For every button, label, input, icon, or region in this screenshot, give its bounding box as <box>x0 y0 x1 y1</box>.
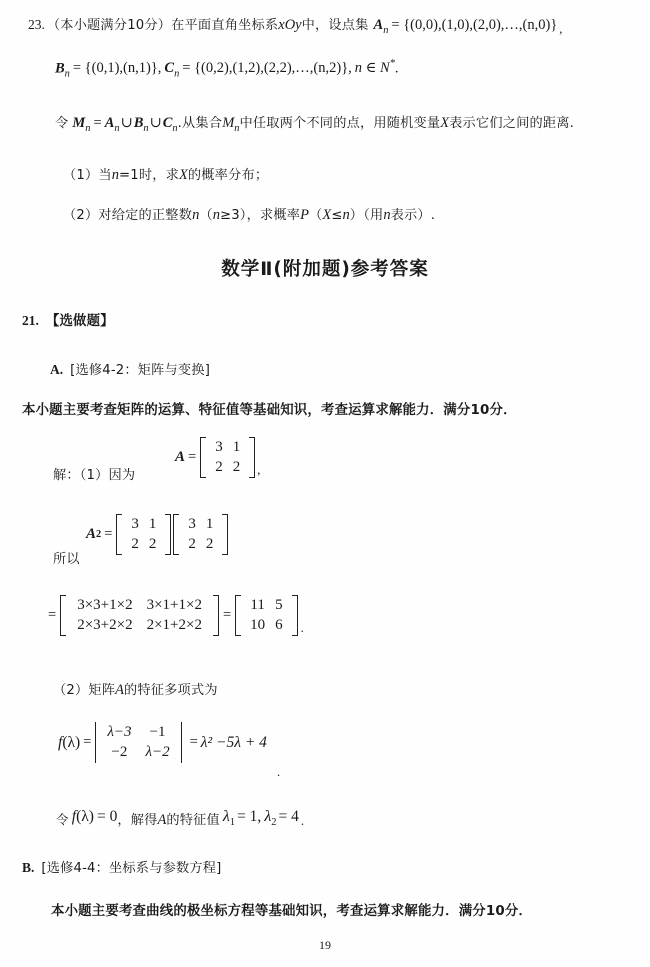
set-B-subscript: n <box>64 68 70 80</box>
problem-23-part-1 <box>63 164 268 184</box>
matrix-expanded-cell-1-0: 2×3+2×2 <box>77 617 133 634</box>
set-A-subscript: n <box>383 25 389 37</box>
matrix-sq-left-cell-1-1: 2 <box>148 536 157 553</box>
part-2-n4: n <box>383 207 391 223</box>
set-M-reference: M <box>222 115 235 131</box>
part-1-n: n <box>111 167 120 183</box>
part-2-end: 表示）. <box>390 208 436 223</box>
union-set-B-subscript: n <box>143 123 149 135</box>
section-b-heading <box>22 857 221 877</box>
result-period: . <box>300 621 304 636</box>
matrix-A2-equals: = <box>104 526 113 543</box>
union-set-C: C <box>162 115 173 131</box>
part-2-n3: n <box>342 207 350 223</box>
char-poly-argument: (λ) <box>62 733 81 751</box>
part-2-expr-open: （ <box>309 208 323 223</box>
eigen-f-equals-zero: = 0 <box>96 808 118 825</box>
union-operator-2-icon: ∪ <box>149 115 162 131</box>
part-2-open-paren: （ <box>199 208 213 223</box>
set-B-value: = {(0,1),(n,1)}, <box>72 60 162 77</box>
part-1-mid: =1时，求 <box>119 168 180 183</box>
problem-23-lead2: 中，设点集 <box>301 18 369 33</box>
set-A-trailing-comma: , <box>559 22 563 36</box>
set-C-value: = {(0,2),(1,2),(2,2),…,(n,2)}, <box>182 60 352 77</box>
line2-period: . <box>394 60 399 77</box>
part-2-close: ）（用 <box>349 208 384 223</box>
matrix-A-definition <box>175 437 260 478</box>
matrix-result-cell-0-1: 5 <box>275 597 283 613</box>
item-21-number: 21. <box>22 313 39 328</box>
part-2-mid: ，求概率 <box>246 208 301 223</box>
union-set-A: A <box>104 115 115 131</box>
set-M-subscript: n <box>85 123 91 135</box>
determinant-bar-right-icon <box>181 722 182 763</box>
matrix-sq-right-cell-1-1: 2 <box>205 536 214 553</box>
bracket-right-icon <box>249 437 255 478</box>
section-a-solution-prefix <box>53 464 135 484</box>
equals-sign: = <box>93 115 102 131</box>
line3-rest-3: 表示它们之间的距离. <box>449 116 575 131</box>
matrix-A-cell-1-1: 2 <box>232 459 241 476</box>
item-21-label: 【选做题】 <box>45 314 114 329</box>
problem-23-line-3 <box>55 112 574 134</box>
eigen-comma: ， <box>117 813 131 828</box>
matrix-sq-right-cell-0-1: 1 <box>205 516 214 532</box>
set-A-name: A <box>373 17 384 33</box>
part-1-label: （1）当 <box>63 168 112 183</box>
eigenvalue-2-symbol: λ <box>264 808 272 825</box>
part-2-le: ≤ <box>331 208 343 223</box>
part-1-end: 的概率分布； <box>187 168 269 183</box>
probability-P: P <box>300 207 310 223</box>
problem-23-line-2 <box>55 58 399 80</box>
part-2-label: （2）对给定的正整数 <box>63 208 193 223</box>
matrix-A-equals: = <box>188 449 197 466</box>
set-M-reference-subscript: n <box>234 123 240 135</box>
section-a-letter: A. <box>50 362 64 377</box>
part-1-X: X <box>179 167 188 183</box>
matrix-A-squared-right <box>173 514 228 555</box>
section-b-bracket: [选修4‑4：坐标系与参数方程] <box>41 861 222 876</box>
solution-prefix-text: 解：（1）因为 <box>53 468 136 483</box>
part-2-n2: n <box>212 207 220 223</box>
line3-rest-1: .从集合 <box>177 116 223 131</box>
matrix-sq-right-cell-1-0: 2 <box>188 536 196 553</box>
eigen-f: f <box>71 808 77 825</box>
eigenvalue-1-subscript: 1 <box>229 817 236 829</box>
n-star-superscript: * <box>389 58 395 69</box>
matrix-A-name: A <box>175 449 186 466</box>
matrix-A-squared-left <box>116 514 171 555</box>
char-poly-period: . <box>277 765 281 779</box>
section-a-heading <box>50 359 210 379</box>
eigenvalue-period: . <box>300 814 304 828</box>
line3-rest-2: 中任取两个不同的点，用随机变量 <box>239 116 441 131</box>
eigenvalue-1-value: = 1, <box>237 808 262 825</box>
bracket-right-icon <box>213 595 219 636</box>
section-a-summary: 本小题主要考查矩阵的运算、特征值等基础知识，考查运算求解能力．满分10分． <box>22 403 517 418</box>
matrix-A-cell-1-0: 2 <box>215 459 223 476</box>
matrix-result-cell-1-0: 10 <box>250 617 266 634</box>
problem-23-number: 23. <box>28 17 45 32</box>
part-2-label-text: （2）矩阵 <box>53 683 116 698</box>
eigen-values-text: 的特征值 <box>166 813 220 828</box>
matrix-expanded-cell-1-1: 2×1+2×2 <box>146 617 202 634</box>
section-b-letter: B. <box>22 860 35 875</box>
determinant-cell-0-1: −1 <box>149 724 166 740</box>
problem-23-line-1 <box>28 14 562 36</box>
item-21-heading <box>22 310 114 330</box>
matrix-A-cell-0-1: 1 <box>232 439 241 455</box>
bracket-right-icon <box>165 514 171 555</box>
section-b-summary: 本小题主要考查曲线的极坐标方程等基础知识，考查运算求解能力．满分10分． <box>51 904 533 919</box>
matrix-A <box>200 437 255 478</box>
set-C-subscript: n <box>174 68 180 80</box>
page-number: 19 <box>319 938 331 952</box>
section-a-therefore-label: 所以 <box>53 552 80 567</box>
matrix-sq-right-cell-0-0: 3 <box>188 516 196 532</box>
matrix-expanded <box>60 595 219 636</box>
matrix-A-squared-definition <box>86 514 229 555</box>
char-poly-equals: = <box>83 734 92 751</box>
determinant-cell-1-1: λ−2 <box>145 744 170 761</box>
part-2-n: n <box>192 207 200 223</box>
determinant-matrix <box>95 722 181 763</box>
eigenvalue-2-value: = 4 <box>278 808 299 825</box>
n-domain: n ∈ N <box>354 60 390 77</box>
matrix-sq-left-cell-0-0: 3 <box>131 516 139 532</box>
coordinate-system-label: xOy <box>278 17 302 33</box>
determinant-cell-1-0: −2 <box>111 744 128 761</box>
char-poly-equals-2: = <box>189 734 198 751</box>
characteristic-polynomial-row <box>58 722 267 763</box>
matrix-A-trailing-comma: , <box>257 463 261 478</box>
eigenvalue-line <box>56 806 304 828</box>
matrix-result <box>235 595 298 636</box>
union-set-B: B <box>133 115 144 131</box>
set-C-name: C <box>164 60 175 77</box>
section-a-part-2-heading <box>53 679 218 699</box>
matrix-A-cell-0-0: 3 <box>215 439 223 455</box>
random-variable-X: X <box>440 115 450 131</box>
matrix-result-cell-0-0: 11 <box>250 597 265 613</box>
char-poly-f: f <box>58 733 63 751</box>
set-A-value: = {(0,0),(1,0),(2,0),…,(n,0)} <box>391 17 558 33</box>
matrix-A2-name: A <box>86 526 97 543</box>
matrix-expansion-row <box>45 595 304 636</box>
eigen-ling-label: 令 <box>56 812 69 827</box>
union-set-A-subscript: n <box>114 123 120 135</box>
result-equals: = <box>222 607 232 624</box>
matrix-sq-left-cell-1-0: 2 <box>131 536 139 553</box>
matrix-A2-exponent: 2 <box>96 529 102 541</box>
eigen-solve-text: 解得 <box>130 813 158 828</box>
determinant-cell-0-0: λ−3 <box>107 724 132 740</box>
bracket-right-icon <box>222 514 228 555</box>
problem-23-lead: （本小题满分10分）在平面直角坐标系 <box>46 18 279 33</box>
eigen-f-arg: (λ) <box>76 808 94 825</box>
ling-prefix: 令 <box>55 116 69 131</box>
part-2-matrix-A: A <box>115 682 124 698</box>
matrix-expanded-cell-0-1: 3×1+1×2 <box>146 597 202 613</box>
set-M-name: M <box>72 115 86 131</box>
eigenvalue-1-symbol: λ <box>222 808 230 825</box>
bracket-right-icon <box>292 595 298 636</box>
eigenvalue-2-subscript: 2 <box>271 817 277 829</box>
part-2-ge: ≥3） <box>219 208 247 223</box>
section-a-bracket: [选修4‑2：矩阵与变换] <box>70 363 211 378</box>
union-set-C-subscript: n <box>172 123 178 135</box>
matrix-expanded-cell-0-0: 3×3+1×2 <box>77 597 133 613</box>
part-2-text: 的特征多项式为 <box>124 683 218 698</box>
char-poly-value: λ² −5λ + 4 <box>200 733 267 751</box>
part-2-X: X <box>322 207 332 223</box>
union-operator-1-icon: ∪ <box>120 115 133 131</box>
problem-23-part-2 <box>63 204 435 224</box>
set-B-name: B <box>55 60 65 77</box>
expansion-equals: = <box>48 607 57 624</box>
eigen-matrix-A: A <box>157 812 167 828</box>
matrix-sq-left-cell-0-1: 1 <box>148 516 157 532</box>
answer-section-title: 数学Ⅱ(附加题)参考答案 <box>221 259 429 280</box>
matrix-result-cell-1-1: 6 <box>275 617 283 634</box>
